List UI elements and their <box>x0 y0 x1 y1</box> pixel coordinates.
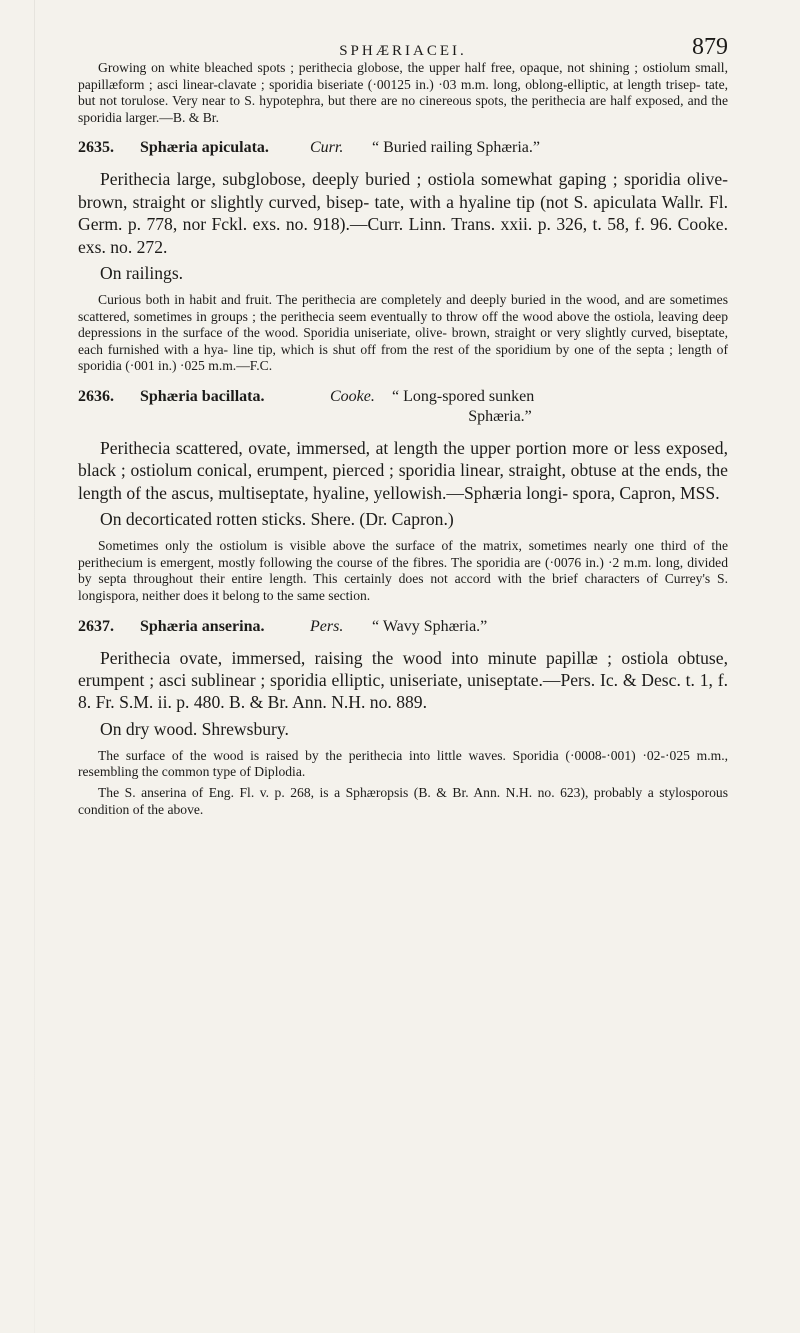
book-page <box>78 0 728 822</box>
species-common-name-line1: “ Long-spored sunken <box>392 387 535 405</box>
species-common-name-line2: Sphæria.” <box>468 407 532 425</box>
running-title: SPHÆRIACEI. <box>339 43 467 59</box>
species-description: Perithecia ovate, immersed, raising the wood into minute papillæ ; ostiola obtuse, erumpent ; asci sublinear ; sporidia elliptic, uniseriate, uniseptate.—Pers. Ic. & Desc. t. 1, f. 8. Fr. S.M. ii. p. 480. B. & Br. Ann. N.H. no. 889. <box>78 647 728 713</box>
species-habitat: On railings. <box>100 263 184 283</box>
page-number: 879 <box>692 34 728 60</box>
species-common-name: “ Wavy Sphæria.” <box>372 617 488 635</box>
species-habitat: On dry wood. Shrewsbury. <box>100 718 289 739</box>
species-authority: Curr. <box>310 139 344 157</box>
species-description: Perithecia large, subglobose, deeply buried ; ostiola somewhat gaping ; sporidia olive-brown, straight or slightly curved, bisep- tate, with a hyaline tip (not S. apiculata Wallr. Fl. Germ. p. 778, nor Fckl. exs. no. 918).—Curr. Linn. Trans. xxii. p. 326, t. 58, f. 96. Cooke. exs. no. 272. <box>78 169 728 257</box>
intro-note: Growing on white bleached spots ; perithecia globose, the upper half free, opaque, not shining ; ostiolum small, papillæform ; asci linear-clavate ; sporidia biseriate (·00125 in.) ·03 m.m. long, oblong-elliptic, at length trisep- tate, but not torulose. Very near to S. hypotephra, but there are no cinereous spots, the perithecia are half exposed, and the sporidia larger.—B. & Br. <box>78 60 728 125</box>
species-name: Sphæria bacillata. <box>140 387 265 405</box>
species-note: Sometimes only the ostiolum is visible above the surface of the matrix, sometimes nearly one third of the perithecium is emergent, mostly following the course of the fibres. The sporidia are (·0076 in.) ·2 m.m. long, divided by septa throughout their entire length. This certainly does not accord with the brief characters of Currey's S. longispora, neither does it belong to the same section. <box>78 538 728 603</box>
species-heading-2637 <box>78 617 728 637</box>
page-edge-shadow <box>34 0 35 1333</box>
species-heading-2636 <box>78 387 728 427</box>
species-number: 2637. <box>78 617 114 635</box>
species-name: Sphæria anserina. <box>140 617 265 635</box>
species-note: The surface of the wood is raised by the perithecia into little waves. Sporidia (·0008-·001) ·02-·025 m.m., resembling the common type of Diplodia. <box>78 747 728 780</box>
species-heading-2635 <box>78 138 728 158</box>
species-footnote: The S. anserina of Eng. Fl. v. p. 268, is a Sphæropsis (B. & Br. Ann. N.H. no. 623), probably a stylosporous condition of the above. <box>78 784 728 817</box>
species-description: Perithecia scattered, ovate, immersed, at length the upper portion more or less exposed, black ; ostiolum conical, erumpent, pierced ; sporidia linear, straight, obtuse at the ends, the length of the ascus, multiseptate, hyaline, yellowish.—Sphæria longi- spora, Capron, MSS. <box>78 437 728 503</box>
species-common-name <box>392 387 728 427</box>
species-number: 2636. <box>78 387 114 405</box>
species-note: Curious both in habit and fruit. The perithecia are completely and deeply buried in the wood, and are sometimes scattered, sometimes in groups ; the perithecia seem eventually to throw off the wood above the ostiola, leaving deep depressions in the surface of the wood. Sporidia uniseriate, olive- brown, straight or very slightly curved, biseptate, each furnished with a hya- line tip, which is shut off from the rest of the sporidium by one of the septa ; length of sporidia (·001 in.) ·025 m.m.—F.C. <box>78 292 728 374</box>
species-authority: Cooke. <box>330 387 375 405</box>
species-number: 2635. <box>78 139 114 157</box>
species-name: Sphæria apiculata. <box>140 139 269 157</box>
species-habitat: On decorticated rotten sticks. Shere. (Dr. Capron.) <box>100 509 454 530</box>
species-authority: Pers. <box>310 617 344 635</box>
running-head <box>78 0 728 60</box>
species-common-name: “ Buried railing Sphæria.” <box>372 139 540 157</box>
